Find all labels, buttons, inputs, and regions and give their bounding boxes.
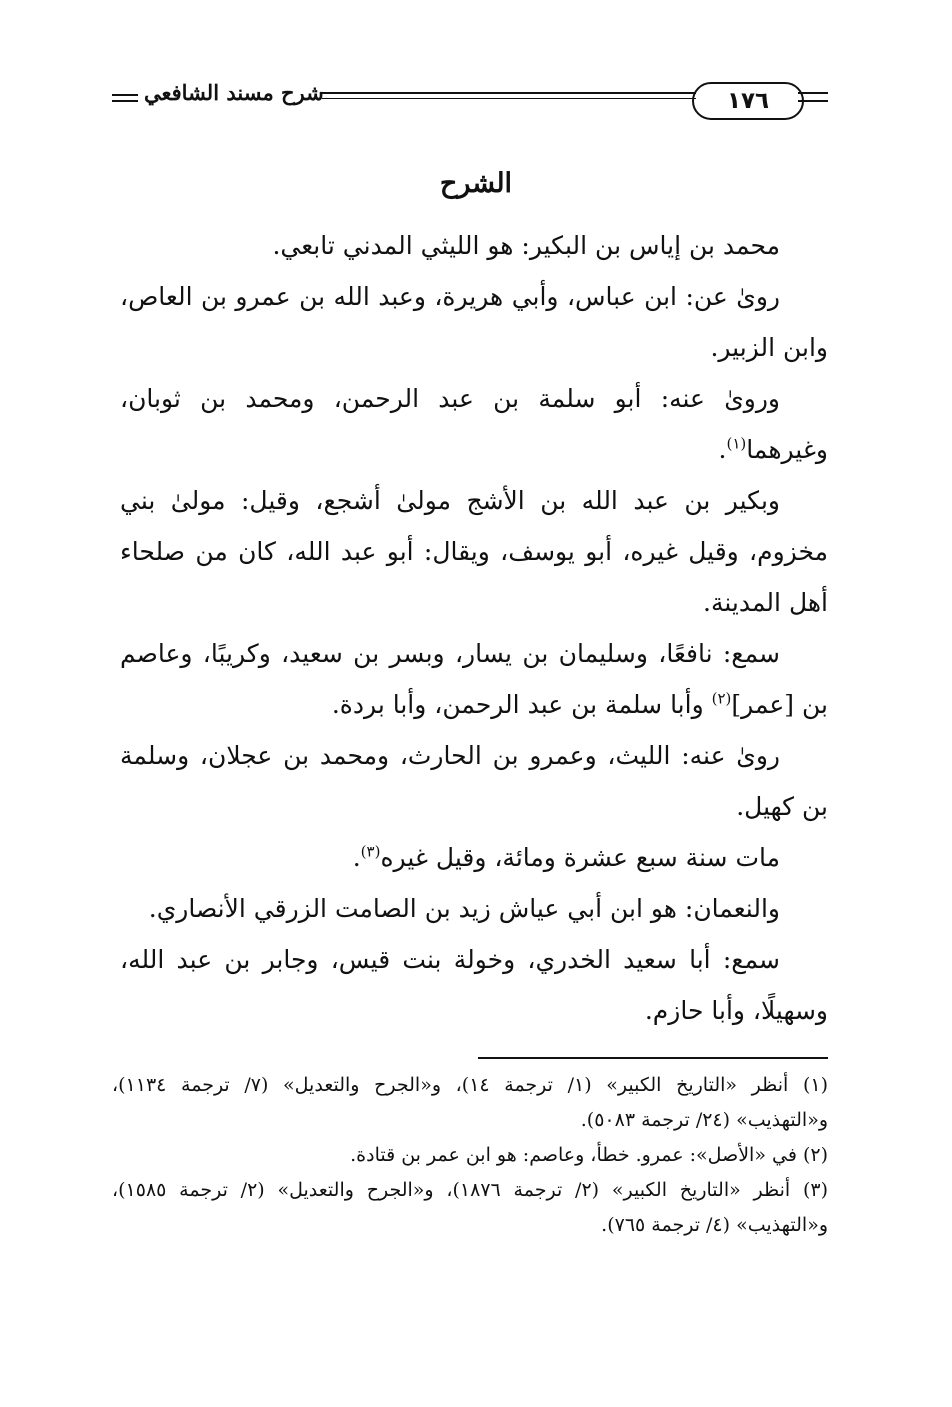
page-number-badge: ١٧٦ xyxy=(692,82,804,120)
header-end-rule-top xyxy=(112,94,138,96)
paragraph-text: روىٰ عنه: الليث، وعمرو بن الحارث، ومحمد بن عجلان، وسلمة بن كهيل. xyxy=(120,741,828,821)
footnote-2: (٢) في «الأصل»: عمرو. خطأ، وعاصم: هو ابن عمر بن قتادة. xyxy=(350,1144,828,1166)
paragraph-text: روىٰ عن: ابن عباس، وأبي هريرة، وعبد الله بن عمرو بن العاص، وابن الزبير. xyxy=(120,282,828,362)
paragraph-text-tail: . xyxy=(718,435,727,464)
footnote-3: (٣) أنظر «التاريخ الكبير» (٢/ ترجمة ١٨٧٦)، و«الجرح والتعديل» (٢/ ترجمة ١٥٨٥)، و«التهذيب» (٤/ ترجمة ٧٦٥). xyxy=(112,1179,829,1236)
paragraph xyxy=(120,271,828,373)
paragraph-text: مات سنة سبع عشرة ومائة، وقيل غيره xyxy=(380,843,780,872)
paragraph-text-tail: وأبا سلمة بن عبد الرحمن، وأبا بردة. xyxy=(331,690,712,719)
paragraph xyxy=(120,220,828,271)
paragraph-text-tail: . xyxy=(352,843,361,872)
paragraph-text: سمع: نافعًا، وسليمان بن يسار، وبسر بن سعيد، وكريبًا، وعاصم بن [عمر] xyxy=(120,639,828,719)
paragraph-text: سمع: أبا سعيد الخدري، وخولة بنت قيس، وجابر بن عبد الله، وسهيلًا، وأبا حازم. xyxy=(120,945,828,1025)
section-title: الشرح xyxy=(439,168,513,199)
footnote-separator xyxy=(478,1057,828,1059)
running-header xyxy=(112,78,828,122)
paragraph-text: وبكير بن عبد الله بن الأشج مولىٰ أشجع، وقيل: مولىٰ بني مخزوم، وقيل غيره، أبو يوسف، ويقال: أبو عبد الله، كان من صلحاء أهل المدينة. xyxy=(120,486,828,617)
paragraph-text: وروىٰ عنه: أبو سلمة بن عبد الرحمن، ومحمد بن ثوبان، وغيرهما xyxy=(120,384,828,464)
paragraph-text: والنعمان: هو ابن أبي عياش زيد بن الصامت الزرقي الأنصاري. xyxy=(148,894,780,923)
footnotes xyxy=(112,1068,828,1243)
running-title: شرح مسند الشافعي xyxy=(144,80,324,105)
paragraph-text: محمد بن إياس بن البكير: هو الليثي المدني تابعي. xyxy=(272,231,780,260)
paragraph xyxy=(120,883,828,934)
footnote-reference[interactable]: (٢) xyxy=(711,689,732,708)
paragraph xyxy=(120,475,828,628)
main-text xyxy=(120,220,828,1036)
paragraph xyxy=(120,628,828,730)
header-rule-bottom xyxy=(322,98,696,99)
paragraph xyxy=(120,934,828,1036)
paragraph xyxy=(120,832,828,883)
paragraph xyxy=(120,730,828,832)
header-end-rule-bottom xyxy=(112,100,138,102)
footnote-reference[interactable]: (١) xyxy=(726,434,747,453)
paragraph xyxy=(120,373,828,475)
footnote-reference[interactable]: (٣) xyxy=(360,842,381,861)
header-rule-top xyxy=(322,92,696,94)
footnote-1: (١) أنظر «التاريخ الكبير» (١/ ترجمة ١٤)، و«الجرح والتعديل» (٧/ ترجمة ١١٣٤)، و«التهذيب» (٢٤/ ترجمة ٥٠٨٣). xyxy=(112,1074,828,1131)
